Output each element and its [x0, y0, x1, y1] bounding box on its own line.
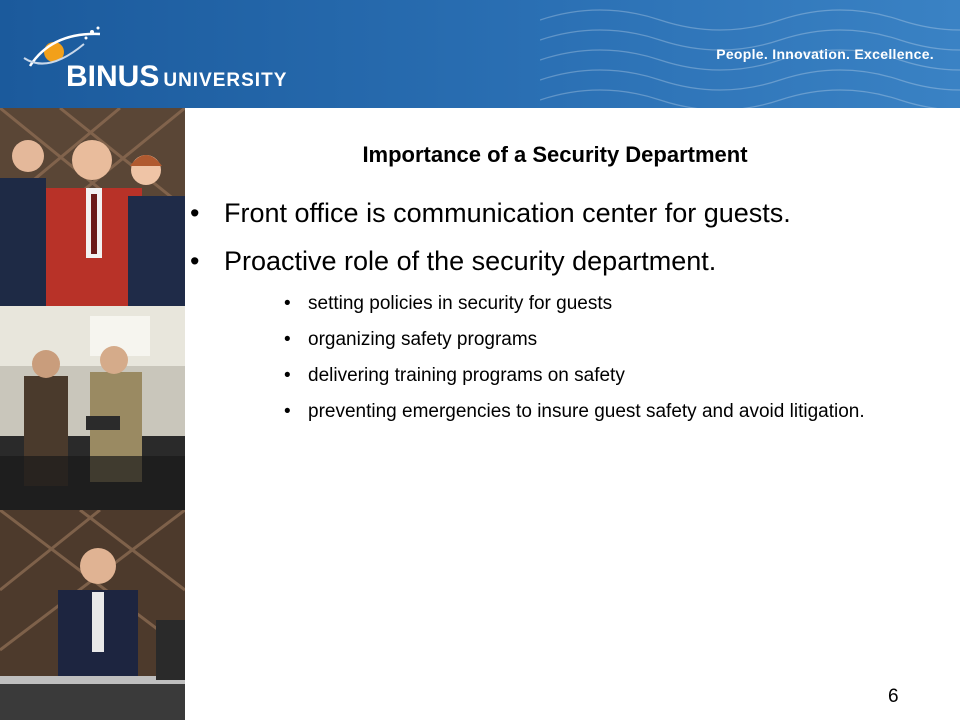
sub-bullet-text: preventing emergencies to insure guest safety and avoid litigation. — [308, 401, 865, 422]
tagline: People. Innovation. Excellence. — [716, 46, 934, 62]
header-banner — [0, 0, 960, 108]
page-number: 6 — [888, 686, 899, 707]
photo-lobby-conversation — [0, 306, 185, 510]
brand-main: BINUS — [66, 60, 160, 93]
bullet-dot: • — [190, 198, 200, 228]
sub-bullet-item — [190, 292, 868, 316]
sub-bullet-text: delivering training programs on safety — [308, 365, 625, 386]
sub-bullet-item — [190, 328, 868, 352]
bullet-text: Proactive role of the security department. — [224, 246, 717, 276]
photo-front-office-staff — [0, 108, 185, 306]
sub-bullet-item — [190, 400, 868, 424]
photo-receptionist-desk — [0, 510, 185, 720]
photo-strip — [0, 108, 185, 720]
sub-bullet-text: organizing safety programs — [308, 329, 538, 350]
sub-bullet-dot: • — [284, 365, 291, 386]
slide-title: Importance of a Security Department — [362, 142, 748, 167]
sub-bullet-dot: • — [284, 401, 291, 422]
brand-sub: UNIVERSITY — [163, 70, 288, 91]
sub-bullet-text: setting policies in security for guests — [308, 293, 613, 314]
sub-bullet-item — [190, 364, 868, 388]
brand-name — [66, 60, 287, 94]
sub-bullet-dot: • — [284, 293, 291, 314]
bullet-item — [190, 244, 930, 278]
bullet-item — [190, 196, 930, 230]
sub-bullet-dot: • — [284, 329, 291, 350]
bullet-list — [190, 196, 930, 436]
bullet-text: Front office is communication center for guests. — [224, 198, 791, 228]
bullet-dot: • — [190, 246, 200, 276]
